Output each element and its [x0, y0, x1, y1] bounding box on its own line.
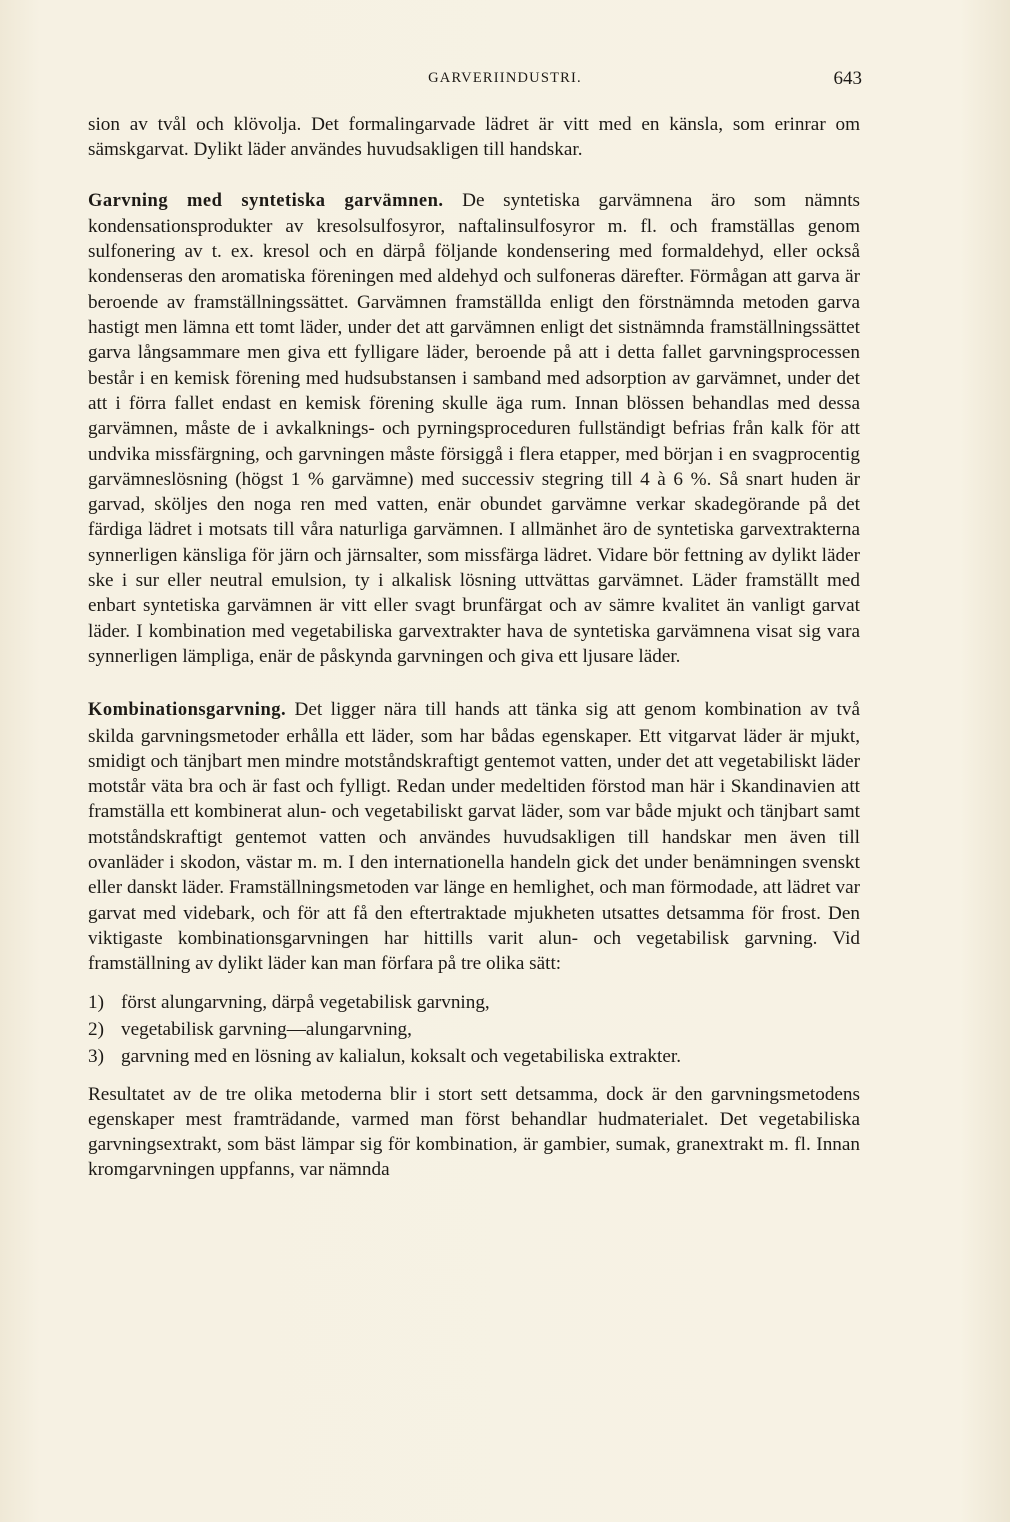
paragraph-synthetic-tanning — [88, 188, 860, 670]
list-item-number: 3) — [88, 1045, 104, 1067]
list-item — [88, 1016, 860, 1043]
list-item-number: 2) — [88, 1018, 104, 1040]
paragraph-text: Det ligger nära till hands att tänka sig att genom kombination av två skilda garvningsmetoder erhålla ett läder, som har bådas egenskaper. Ett vitgarvat läder är mjukt, smidigt och tänjbart men mindre motståndskraftigt gentemot vatten, under det att vegetabiliskt läder motstår väta bra och är fast och fylligt. Redan under medeltiden förstod man här i Skandinavien att framställa ett kombinerat alun- och vegetabiliskt garvat läder, som var både mjukt och tänjbart samt motståndskraftigt gentemot vatten och användes huvudsakligen till handskar men även till ovanläder i skodon, västar m. m. I den internationella handeln gick det under benämningen svenskt eller danskt läder. Framställningsmetoden var länge en hemlighet, och man förmodade, att lädret var garvat med videbark, och för att få den eftertraktade mjukheten utsattes detsamma för frost. Den viktigaste kombinationsgarvningen har hittills varit alun- och vegetabilisk garvning. Vid framställning av dylikt läder kan man förfara på tre olika sätt: — [88, 699, 860, 975]
paragraph-results: Resultatet av de tre olika metoderna blir i stort sett detsamma, dock är den garvningsmetodens egenskaper mest framträdande, varmed man först behandlar hudmaterialet. Det vegetabiliska garvningsextrakt, som bäst lämpar sig för kombination, är gambier, sumak, granextrakt m. fl. Innan kromgarvningen uppfanns, var nämnda — [88, 1083, 860, 1181]
list-item-text: garvning med en lösning av kalialun, koksalt och vegetabiliska extrakter. — [121, 1045, 682, 1067]
body-text — [88, 112, 860, 1183]
section-heading-synthetic-tanning: Garvning med syntetiska garvämnen. — [88, 190, 444, 211]
list-item — [88, 1043, 860, 1070]
list-item-number: 1) — [88, 991, 104, 1013]
method-list — [88, 989, 860, 1070]
running-header — [0, 68, 1010, 92]
list-item-text: vegetabilisk garvning—alungarvning, — [121, 1018, 412, 1040]
paragraph-text: De syntetiska garvämnena äro som nämnts kondensationsprodukter av kresolsulfosyror, naftalinsulfosyror m. fl. och framställas genom sulfonering av t. ex. kresol och en därpå följande kondensering med formaldehyd, eller också kondenseras den aromatiska föreningen med aldehyd och sulfoneras därefter. Förmågan att garva är beroende av framställningssättet. Garvämnen framställda enligt den förstnämnda metoden garva hastigt men lämna ett tomt läder, under det att garvämnen enligt det sistnämnda framställningssättet garva långsammare men giva ett fylligare läder, beroende på att i detta fallet garvningsprocessen består i en kemisk förening med hudsubstansen i samband med adsorption av garvämnet, under det att i förra fallet endast en kemisk förening skulle äga rum. Innan blössen behandlas med dessa garvämnen, måste de i avkalknings- och pyrningsproceduren fullständigt befrias från kalk för att undvika missfärgning, och garvningen måste försiggå i flera etapper, med början i en svagprocentig garvämneslösning (högst 1 % garvämne) med successiv stegring till 4 à 6 %. Så snart huden är garvad, sköljes den noga ren med vatten, enär obundet garvämne verkar skadegörande på det färdiga lädret i motsats till våra naturliga garvämnen. I allmänhet äro de syntetiska garvextrakterna synnerligen känsliga för järn och järnsalter, som missfärga lädret. Vidare bör fettning av dylikt läder ske i sur eller neutral emulsion, ty i alkalisk lösning uttvättas garvämnet. Läder framställt med enbart syntetiska garvämnen är vitt eller svagt brunfärgat och av sämre kvalitet än vanligt garvat läder. I kombination med vegetabiliska garvextrakter hava de syntetiska garvämnena visat sig vara synnerligen lämpliga, enär de påskynda garvningen och giva ett ljusare läder. — [88, 189, 861, 667]
paragraph-combination-tanning — [88, 697, 860, 976]
list-item — [88, 989, 860, 1016]
paragraph-continued: sion av tvål och klövolja. Det formalingarvade lädret är vitt med en känsla, som erinrar om sämskgarvat. Dylikt läder användes huvudsakligen till handskar. — [88, 114, 860, 161]
chapter-title: GARVERIINDUSTRI. — [428, 70, 582, 86]
section-heading-combination-tanning: Kombinationsgarvning. — [88, 700, 287, 721]
page-number: 643 — [833, 68, 862, 89]
list-item-text: först alungarvning, därpå vegetabilisk garvning, — [121, 991, 490, 1013]
